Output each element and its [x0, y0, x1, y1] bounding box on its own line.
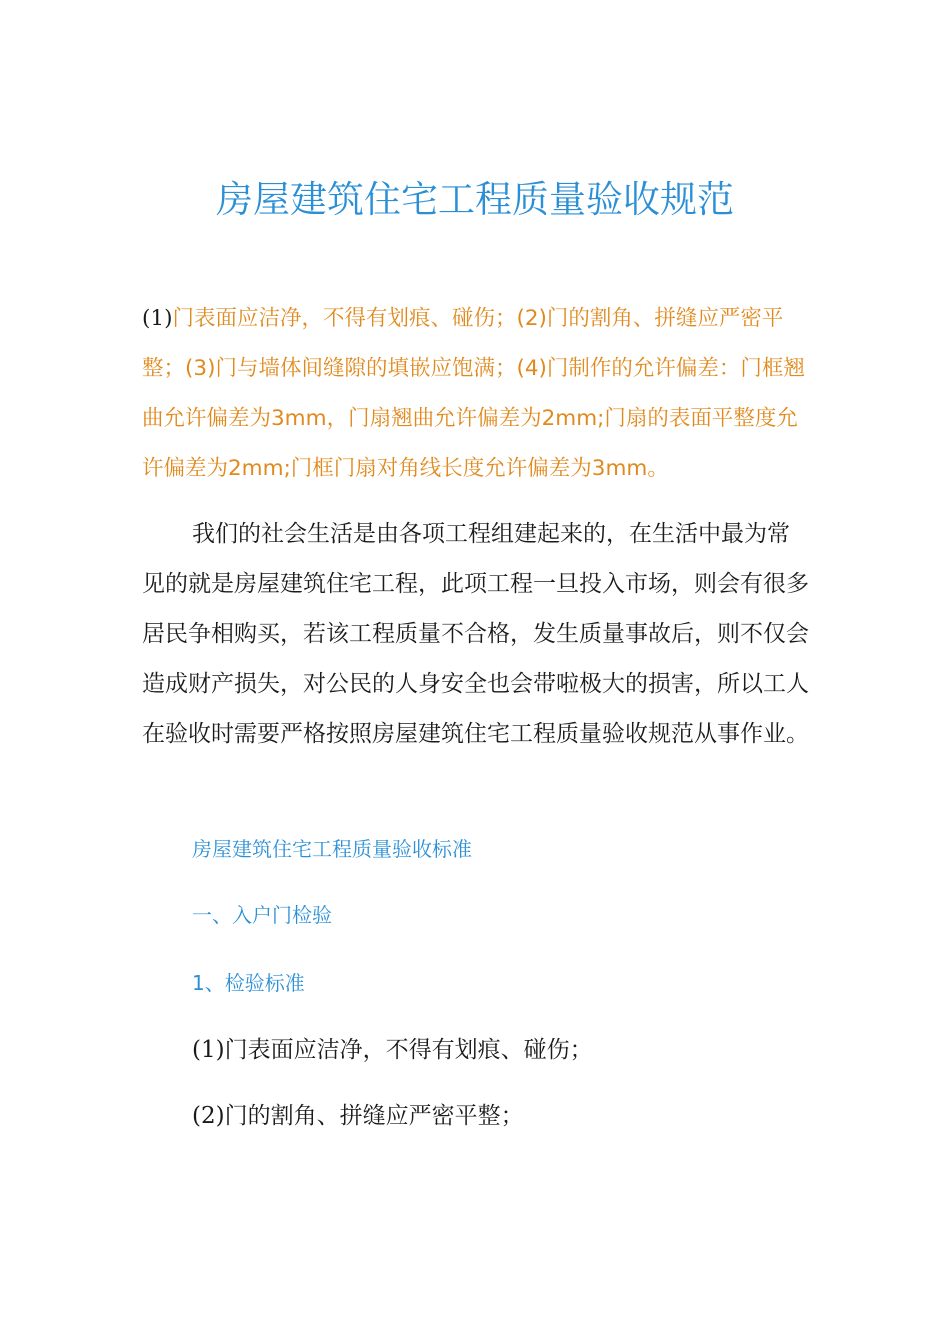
body-paragraph: 我们的社会生活是由各项工程组建起来的，在生活中最为常见的就是房屋建筑住宅工程，此项工程一旦投入市场，则会有很多居民争相购买，若该工程质量不合格，发生质量事故后，则不仅会造成财产损失，对公民的人身安全也会带啦极大的损害，所以工人在验收时需要严格按照房屋建筑住宅工程质量验收规范从事作业。 [142, 521, 809, 747]
intro-paragraph [142, 294, 810, 494]
intro-lead: (1) [142, 306, 173, 331]
list-item: (2)门的割角、拼缝应严密平整； [192, 1103, 524, 1129]
section-heading-standard: 房屋建筑住宅工程质量验收标准 [192, 837, 472, 861]
intro-text: 门表面应洁净，不得有划痕、碰伤；(2)门的割角、拼缝应严密平整；(3)门与墙体间缝隙的填嵌应饱满；(4)门制作的允许偏差：门框翘曲允许偏差为3mm，门扇翘曲允许偏差为2mm;门扇的表面平整度允许偏差为2mm;门框门扇对角线长度允许偏差为3mm。 [142, 306, 805, 481]
section-heading-door-inspection: 一、入户门检验 [192, 903, 332, 927]
list-item: (1)门表面应洁净，不得有划痕、碰伤； [192, 1037, 593, 1063]
document-title: 房屋建筑住宅工程质量验收规范 [216, 178, 734, 221]
section-heading-inspection-standard: 1、检验标准 [192, 971, 305, 995]
